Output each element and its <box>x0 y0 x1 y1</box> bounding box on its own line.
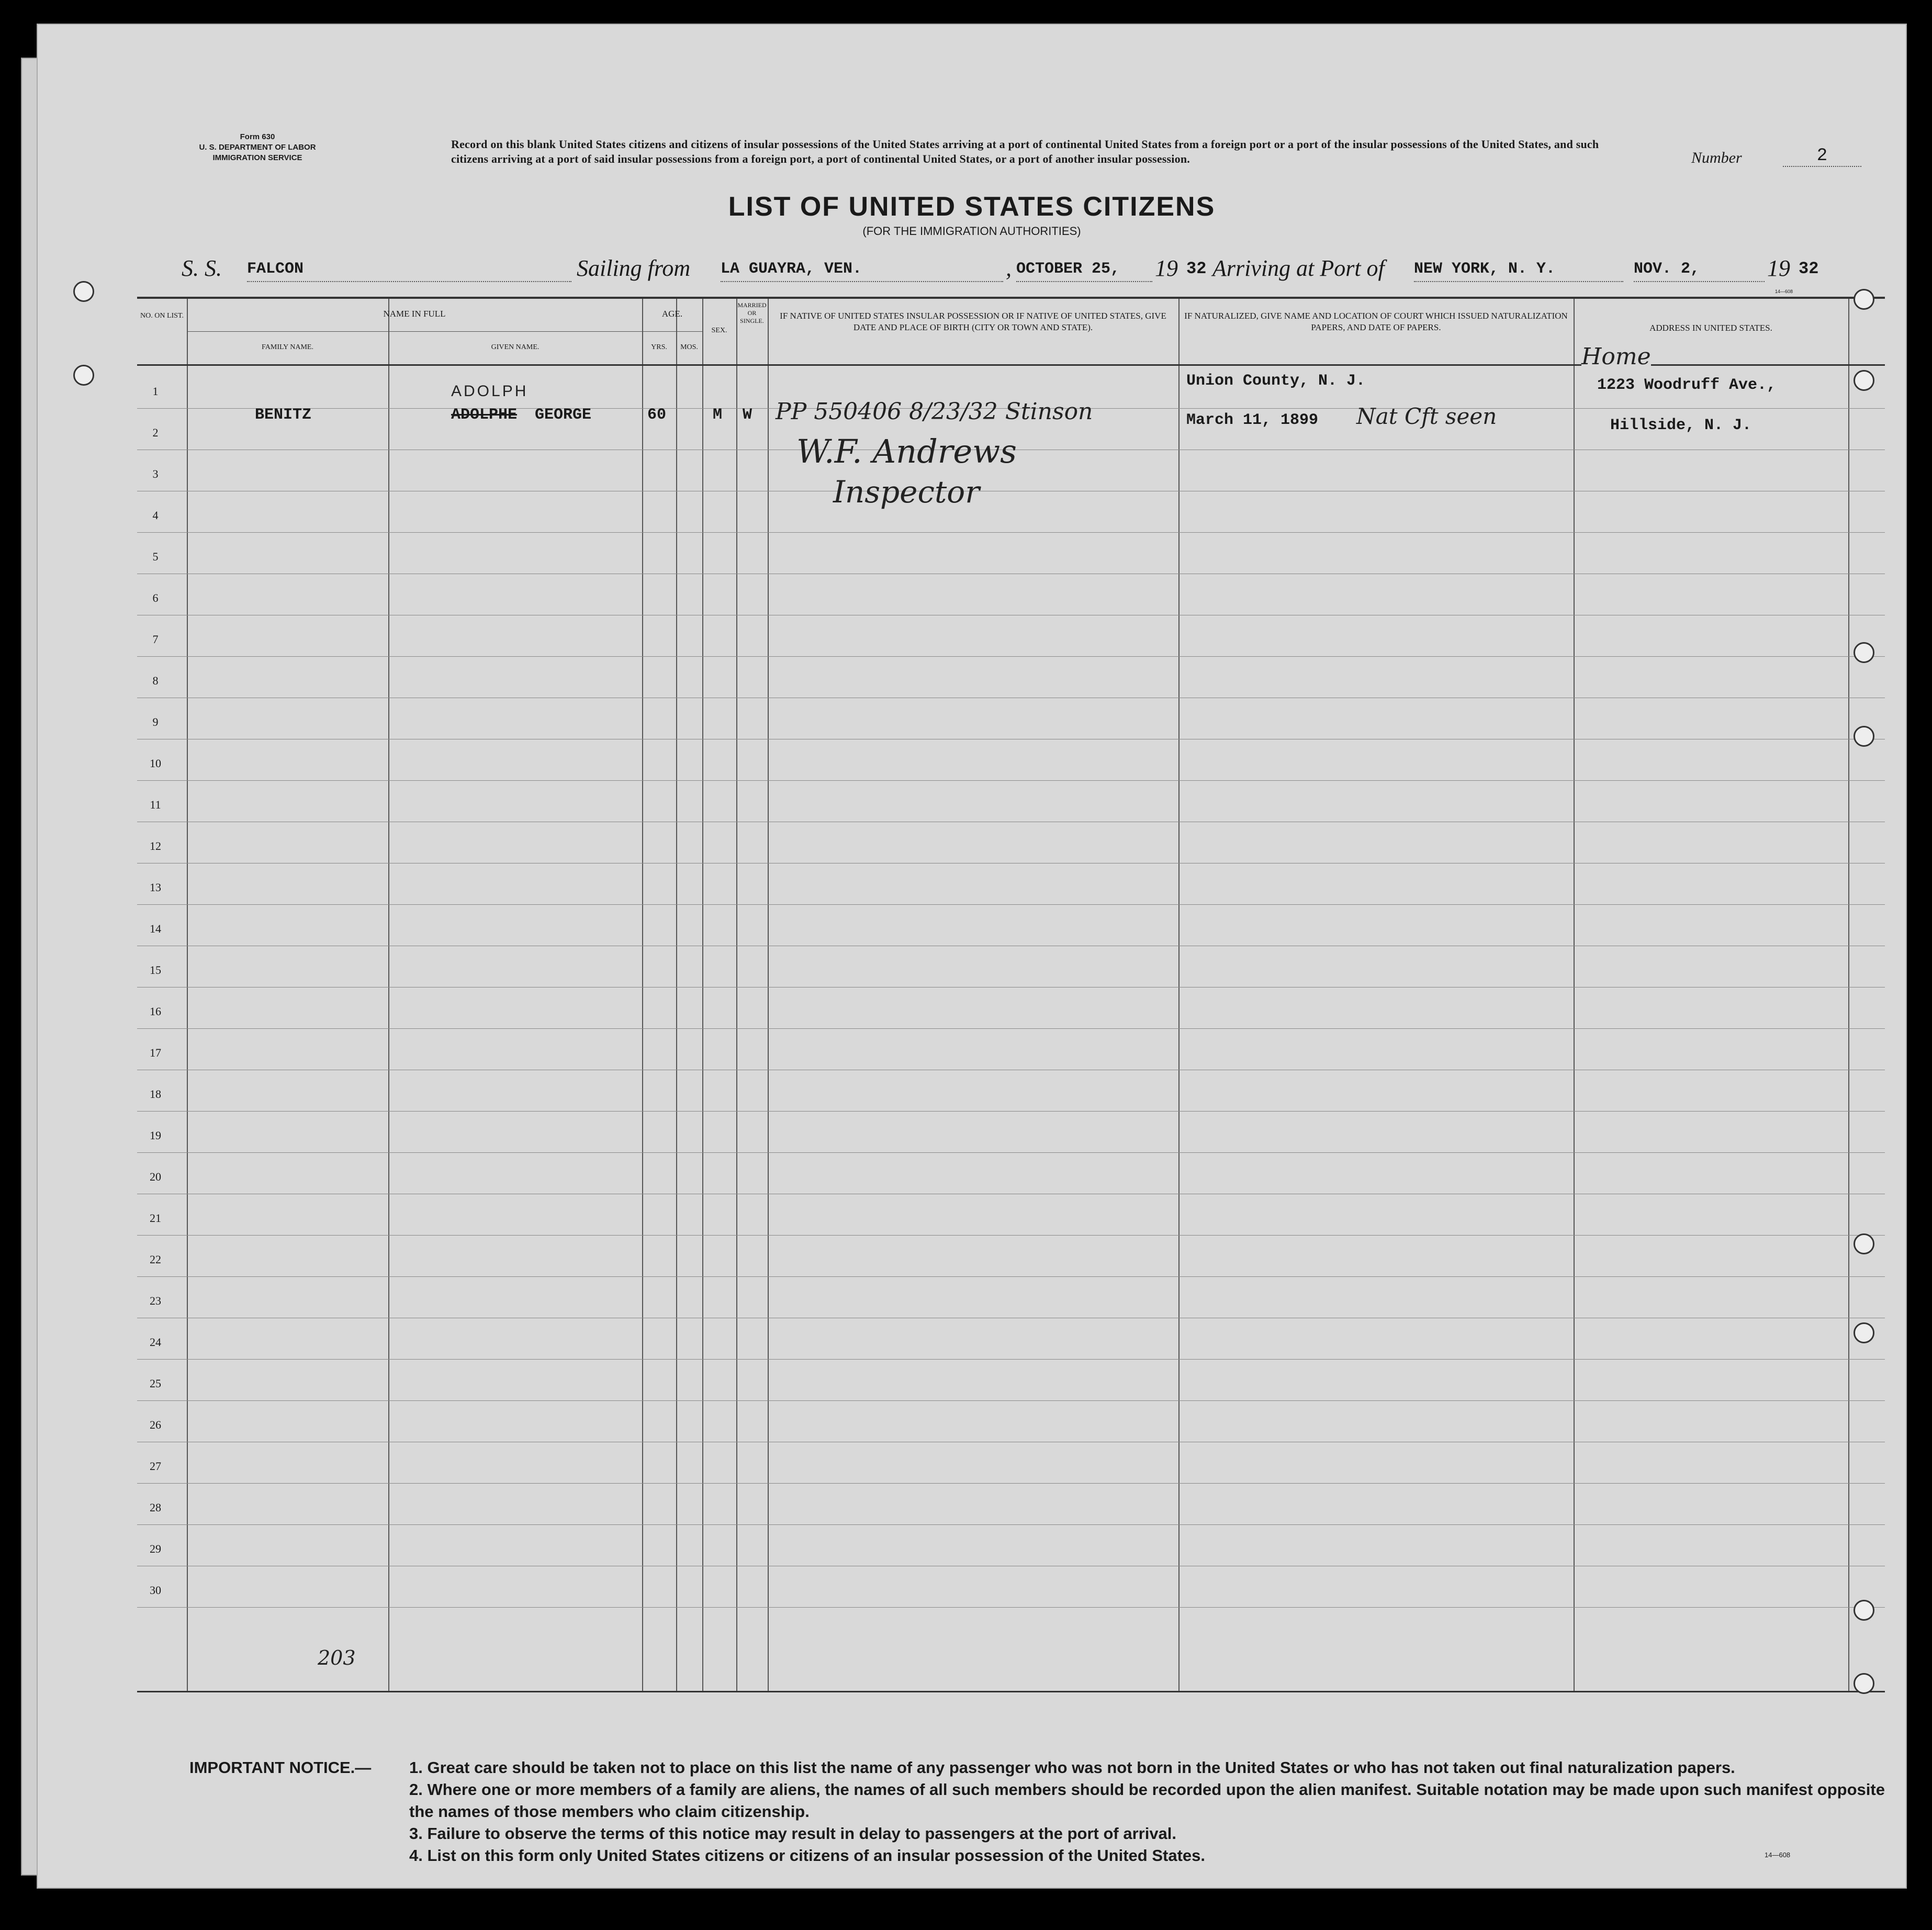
row-divider <box>137 1152 1885 1153</box>
punch-hole <box>1854 1233 1874 1254</box>
department-name: U. S. DEPARTMENT OF LABOR <box>199 143 316 152</box>
form-number: Form 630 <box>240 132 275 141</box>
row-number: 18 <box>150 1087 161 1101</box>
col-given-name-header: GIVEN NAME. <box>491 343 540 351</box>
row-divider <box>137 987 1885 988</box>
row-divider <box>137 1483 1885 1484</box>
row-divider <box>137 1359 1885 1360</box>
court-location: Union County, N. J. <box>1186 372 1366 390</box>
inspector-signature: W.F. Andrews <box>796 432 1017 470</box>
row-divider <box>137 1276 1885 1277</box>
sailing-year: 32 <box>1186 259 1207 278</box>
col-mos-header: MOS. <box>680 343 698 351</box>
row-divider <box>137 532 1885 533</box>
entry-passport-note: PP 550406 8/23/32 Stinson <box>776 398 1093 425</box>
row-divider <box>137 656 1885 657</box>
col-sex-header: SEX. <box>711 327 727 334</box>
row-divider <box>137 1111 1885 1112</box>
punch-hole <box>1854 726 1874 747</box>
col-age-header: AGE. <box>661 309 683 319</box>
ship-name: FALCON <box>247 260 571 282</box>
row-divider <box>137 1524 1885 1525</box>
row-number: 29 <box>150 1542 161 1555</box>
col-married-header: MARRIED OR SINGLE. <box>737 301 767 324</box>
ss-label: S. S. <box>182 255 222 281</box>
row-divider <box>137 1400 1885 1401</box>
notice-item-3: 3. Failure to observe the terms of this notice may result in delay to passengers at the port of arrival. <box>409 1824 1177 1843</box>
punch-hole <box>1854 1673 1874 1694</box>
entry-age-years: 60 <box>647 406 667 424</box>
row-divider <box>137 1607 1885 1608</box>
entry-sex: M <box>713 406 723 424</box>
punch-hole <box>1854 370 1874 391</box>
row-number: 13 <box>150 881 161 894</box>
row-divider <box>137 1028 1885 1029</box>
col-naturalized-header: IF NATURALIZED, GIVE NAME AND LOCATION OF COURT WHICH ISSUED NATURALIZATION PAPERS, AND DATE OF PAPERS. <box>1184 311 1568 332</box>
row-number: 15 <box>150 963 161 977</box>
list-number-label: Number <box>1691 149 1742 166</box>
row-divider <box>137 780 1885 781</box>
row-number: 24 <box>150 1336 161 1349</box>
address-note: Home <box>1581 343 1651 370</box>
col-no-header: NO. ON LIST. <box>140 312 184 320</box>
notice-item-4: 4. List on this form only United States citizens or citizens of an insular possession of the United States. <box>409 1846 1205 1865</box>
notice-heading: IMPORTANT NOTICE.— <box>189 1758 372 1777</box>
entry-given-name: GEORGE <box>535 406 592 424</box>
page-subtitle: (FOR THE IMMIGRATION AUTHORITIES) <box>862 225 1081 238</box>
row-number: 14 <box>150 922 161 935</box>
printer-mark: 14—608 <box>1775 289 1793 294</box>
sailing-from-label: Sailing from <box>577 255 691 281</box>
row-number: 6 <box>152 591 159 604</box>
entry-family-name: BENITZ <box>255 406 312 424</box>
entry-given-name-correction: ADOLPH <box>451 383 529 400</box>
arrival-date: NOV. 2, <box>1634 260 1765 282</box>
row-number: 22 <box>150 1253 161 1266</box>
notice-item-2: 2. Where one or more members of a family are aliens, the names of all such members should be recorded upon the alien manifest. Suitable notation may be made upon such manifest opposite the names of those members who claim citizenship. <box>409 1780 1885 1821</box>
col-yrs-header: YRS. <box>651 343 667 351</box>
sailing-year-prefix: 19 <box>1155 255 1178 281</box>
punch-hole <box>1854 642 1874 663</box>
entry-marital-status: W <box>743 406 752 424</box>
arrival-port: NEW YORK, N. Y. <box>1414 260 1623 282</box>
col-address-header: ADDRESS IN UNITED STATES. <box>1649 323 1772 333</box>
col-name-in-full-header: NAME IN FULL <box>383 309 446 319</box>
row-number: 9 <box>152 715 159 728</box>
row-number: 5 <box>152 550 159 563</box>
row-number: 8 <box>152 674 159 687</box>
row-number: 17 <box>150 1046 161 1059</box>
punch-hole <box>73 281 94 302</box>
row-number: 12 <box>150 839 161 852</box>
row-number: 4 <box>152 509 159 522</box>
col-family-name-header: FAMILY NAME. <box>262 343 313 351</box>
punch-hole <box>73 365 94 386</box>
row-number: 3 <box>152 467 159 480</box>
row-divider <box>137 904 1885 905</box>
row-number: 25 <box>150 1377 161 1390</box>
service-name: IMMIGRATION SERVICE <box>212 153 302 162</box>
entry-given-name-struck: ADOLPHE <box>451 406 518 424</box>
row-number: 28 <box>150 1501 161 1514</box>
manifest-table <box>137 297 1885 1692</box>
row-number: 7 <box>152 633 159 646</box>
row-number: 16 <box>150 1005 161 1018</box>
row-number: 26 <box>150 1418 161 1431</box>
sailing-date: OCTOBER 25, <box>1016 260 1152 282</box>
arriving-at-label: Arriving at Port of <box>1212 255 1385 281</box>
punch-hole <box>1854 289 1874 310</box>
row-number: 20 <box>150 1170 161 1183</box>
row-number: 11 <box>150 798 161 811</box>
punch-hole <box>1854 1322 1874 1343</box>
form-identifier <box>148 132 367 163</box>
row-number: 30 <box>150 1584 161 1597</box>
page-title: LIST OF UNITED STATES CITIZENS <box>728 192 1216 222</box>
row-number: 23 <box>150 1294 161 1307</box>
row-divider <box>137 1235 1885 1236</box>
notice-item-1: 1. Great care should be taken not to place on this list the name of any passenger who was not born in the United States or who has not taken out final naturalization papers. <box>409 1758 1735 1777</box>
row-number: 21 <box>150 1211 161 1225</box>
form-code: 14—608 <box>1765 1851 1791 1859</box>
address-street: 1223 Woodruff Ave., <box>1597 376 1777 394</box>
inspector-title: Inspector <box>833 474 980 510</box>
col-native-header: IF NATIVE OF UNITED STATES INSULAR POSSESSION OR IF NATIVE OF UNITED STATES, GIVE DATE AND PLACE OF BIRTH (CITY OR TOWN AND STATE). <box>780 311 1166 332</box>
stray-mark: 203 <box>318 1646 356 1669</box>
address-city: Hillside, N. J. <box>1610 417 1752 434</box>
naturalization-note: Nat Cft seen <box>1356 403 1497 429</box>
sailing-port: LA GUAYRA, VEN. <box>721 260 1003 282</box>
list-number-value: 2 <box>1783 146 1861 167</box>
manifest-sheet <box>37 24 1907 1889</box>
form-instructions: Record on this blank United States citizens and citizens of insular possessions of the United States arriving at a port of continental United States from a foreign port or a port of the insular possessions of the United States, and such citizens arriving at a port of said insular possessions from a foreign port, a port of continental United States, or a port of another insular possession. <box>451 138 1599 165</box>
arrival-year-prefix: 19 <box>1767 255 1790 281</box>
punch-hole <box>1854 1600 1874 1621</box>
comma-sep: , <box>1006 255 1012 281</box>
naturalization-date: March 11, 1899 <box>1186 411 1319 429</box>
arrival-year: 32 <box>1799 259 1819 278</box>
row-number: 2 <box>152 426 159 439</box>
row-number: 27 <box>150 1460 161 1473</box>
row-number: 10 <box>150 757 161 770</box>
row-number: 1 <box>152 385 159 398</box>
row-number: 19 <box>150 1129 161 1142</box>
